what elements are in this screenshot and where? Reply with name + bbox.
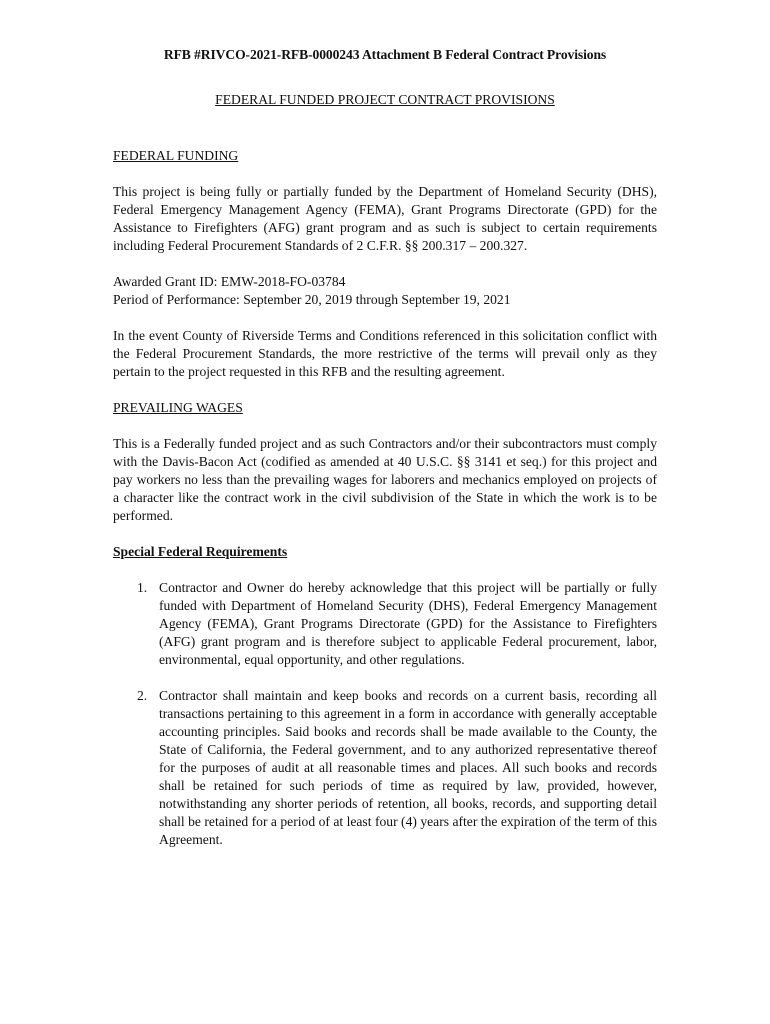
- federal-funding-paragraph: This project is being fully or partially funded by the Department of Homeland Security (DHS), Federal Emergency Management Agency (FEMA), Grant Programs Directorate (GPD) for the Assistance to Firefighters (AFG) grant program and as such is subject to certain requirements including Federal Procurement Standards of 2 C.F.R. §§ 200.317 – 200.327.: [113, 184, 657, 253]
- list-item-text: Contractor shall maintain and keep books and records on a current basis, recording all transactions pertaining to this agreement in a form in accordance with generally acceptable accounting principles. Said books and records shall be made available to the County, the State of California, the Federal government, and to any authorized representative thereof for the purposes of audit at all reasonable times and places. All such books and records shall be retained for such periods of time as required by law, provided, however, notwithstanding any shorter periods of retention, all books, records, and supporting detail shall be retained for a period of at least four (4) years after the expiration of the term of this Agreement.: [159, 688, 657, 847]
- list-item: [137, 687, 657, 849]
- requirements-list: [113, 579, 657, 849]
- period-of-performance: Period of Performance: September 20, 2019 through September 19, 2021: [113, 292, 511, 307]
- list-item-number: 2.: [137, 688, 148, 703]
- prevailing-wages-heading: PREVAILING WAGES: [113, 400, 243, 415]
- list-item-text: Contractor and Owner do hereby acknowledge that this project will be partially or fully funded with Department of Homeland Security (DHS), Federal Emergency Management Agency (FEMA), Grant Programs Directorate (GPD) for the Assistance to Firefighters (AFG) grant program and is therefore subject to applicable Federal procurement, labor, environmental, equal opportunity, and other regulations.: [159, 580, 657, 667]
- list-item-number: 1.: [137, 580, 148, 595]
- list-item: [137, 579, 657, 669]
- document-title: RFB #RIVCO-2021-RFB-0000243 Attachment B Federal Contract Provisions: [163, 47, 607, 62]
- prevailing-wages-paragraph: This is a Federally funded project and as such Contractors and/or their subcontractors must comply with the Davis-Bacon Act (codified as amended at 40 U.S.C. §§ 3141 et seq.) for this project and pay workers no less than the prevailing wages for laborers and mechanics employed on projects of a character like the contract work in the civil subdivision of the State in which the work is to be performed.: [113, 436, 657, 523]
- conflict-paragraph: In the event County of Riverside Terms and Conditions referenced in this solicitation conflict with the Federal Procurement Standards, the more restrictive of the terms will prevail only as they pertain to the project requested in this RFB and the resulting agreement.: [113, 328, 657, 379]
- document-subtitle: FEDERAL FUNDED PROJECT CONTRACT PROVISIONS: [215, 92, 555, 107]
- grant-info: [113, 273, 657, 309]
- federal-funding-heading: FEDERAL FUNDING: [113, 148, 239, 163]
- special-requirements-heading: Special Federal Requirements: [113, 544, 288, 559]
- grant-id: Awarded Grant ID: EMW-2018-FO-03784: [113, 274, 346, 289]
